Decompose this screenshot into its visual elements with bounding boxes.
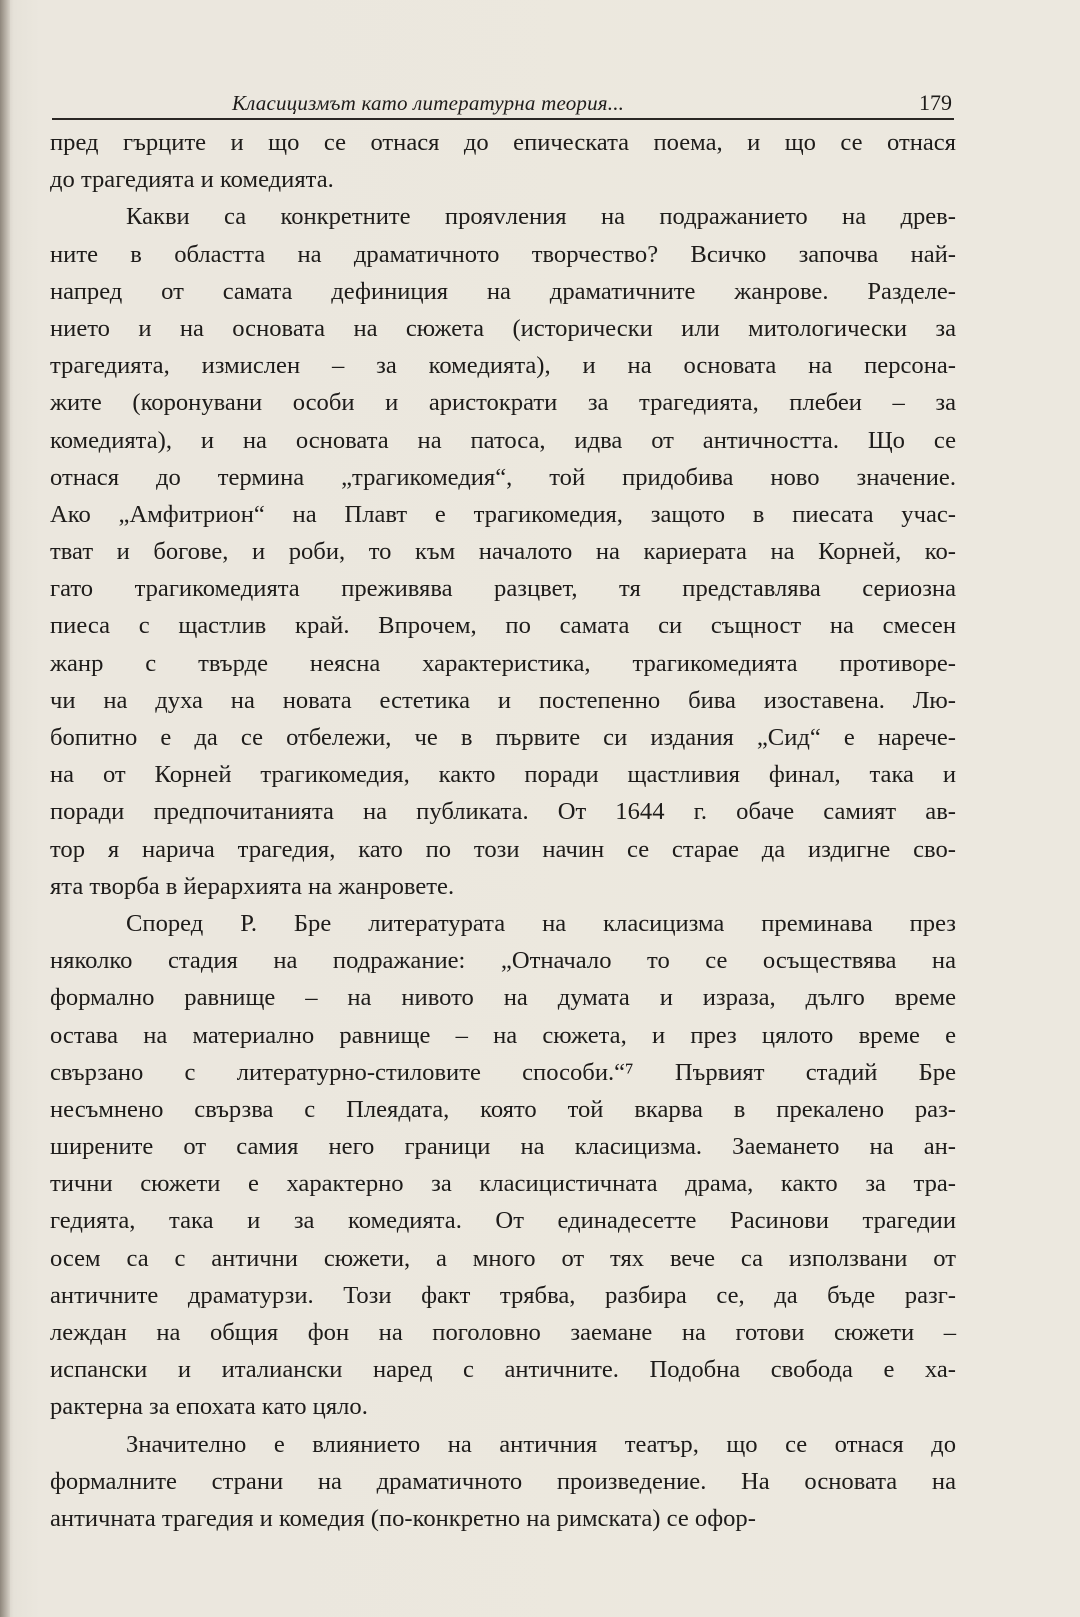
text-line: напред от самата дефиниция на драматичните жанрове. Разделе-	[50, 277, 956, 305]
body-text	[50, 124, 956, 1537]
text-line: тват и богове, и роби, то към началото на кариерата на Корней, ко-	[50, 538, 956, 566]
text-line: пред гърците и що се отнася до епическата поема, и що се отнася	[50, 129, 956, 156]
page-number: 179	[919, 90, 952, 115]
text-line: жанр с твърде неясна характеристика, трагикомедията противоре-	[50, 649, 956, 677]
paragraph	[50, 124, 956, 198]
text-line: античната трагедия и комедия (по-конкретно на римската) се офор-	[50, 1504, 756, 1532]
text-line: испански и италиански наред с античните. Подобна свобода е ха-	[50, 1356, 956, 1384]
text-line: леждан на общия фон на поголовно заемане на готови сюжети –	[50, 1319, 956, 1346]
text-line: тични сюжети е характерно за класицистичната драма, както за тра-	[50, 1170, 956, 1198]
text-line: чи на духа на новата естетика и постепенно бива изоставена. Лю-	[50, 686, 956, 714]
text-line: несъмнено свързва с Плеядата, която той вкарва в прекалено раз-	[50, 1095, 956, 1123]
text-line: свързано с литературно-стиловите способи.“⁷ Първият стадий Бре	[50, 1058, 956, 1086]
text-line: на от Корней трагикомедия, както поради щастливия финал, така и	[50, 761, 956, 789]
text-line: жите (коронувани особи и аристократи за трагедията, плебеи – за	[50, 389, 956, 417]
text-line: ята творба в йерархията на жанровете.	[50, 872, 455, 900]
text-line: нието и на основата на сюжета (исторически или митологически за	[50, 314, 956, 342]
text-line: гато трагикомедията преживява разцвет, тя представлява сериозна	[50, 575, 956, 603]
running-head	[52, 84, 954, 120]
text-line: до трагедията и комедията.	[50, 166, 334, 194]
running-title: Класицизмът като литературна теория...	[232, 91, 625, 115]
paragraph	[50, 198, 956, 905]
text-line: Ако „Амфитрион“ на Плавт е трагикомедия, защото в пиесата учас-	[50, 500, 956, 528]
text-line: Значително е влиянието на античния театър, що се отнася до	[126, 1430, 956, 1458]
text-line: осем са с антични сюжети, а много от тях вече са използвани от	[50, 1244, 956, 1272]
paragraph	[50, 1426, 956, 1538]
text-line: няколко стадия на подражание: „Отначало то се осъществява на	[50, 947, 956, 975]
text-line: поради предпочитанията на публиката. От 1644 г. обаче самият ав-	[50, 798, 956, 826]
text-line: пиеса с щастлив край. Впрочем, по самата си същност на смесен	[50, 612, 956, 640]
text-line: античните драматурзи. Този факт трябва, разбира се, да бъде разг-	[50, 1281, 956, 1309]
text-line: отнася до термина „трагикомедия“, той придобива ново значение.	[50, 463, 956, 491]
text-line: формално равнище – на нивото на думата и израза, дълго време	[50, 984, 956, 1012]
text-line: остава на материално равнище – на сюжета, и през цялото време е	[50, 1021, 956, 1049]
text-line: тор я нарича трагедия, като по този начин се старае да издигне сво-	[50, 835, 956, 863]
text-line: Какви са конкретните прояvления на подражанието на древ-	[126, 203, 956, 231]
text-line: трагедията, измислен – за комедията), и на основата на персона-	[50, 352, 956, 380]
text-line: ширените от самия него граници на класицизма. Заемането на ан-	[50, 1133, 956, 1161]
text-line: Според Р. Бре литературата на класицизма преминава през	[126, 909, 956, 937]
book-spine-shadow	[0, 0, 10, 1617]
text-line: гедията, така и за комедията. От единадесетте Расинови трагедии	[50, 1207, 956, 1235]
text-line: ните в областта на драматичното творчество? Всичко започва най-	[50, 240, 956, 268]
text-line: комедията), и на основата на патоса, идва от античността. Що се	[50, 426, 956, 454]
text-line: рактерна за епохата като цяло.	[50, 1393, 368, 1421]
text-line: бопитно е да се отбележи, че в първите си издания „Сид“ е нарече-	[50, 724, 956, 751]
paragraph	[50, 905, 956, 1426]
text-line: формалните страни на драматичното произведение. На основата на	[50, 1467, 956, 1495]
